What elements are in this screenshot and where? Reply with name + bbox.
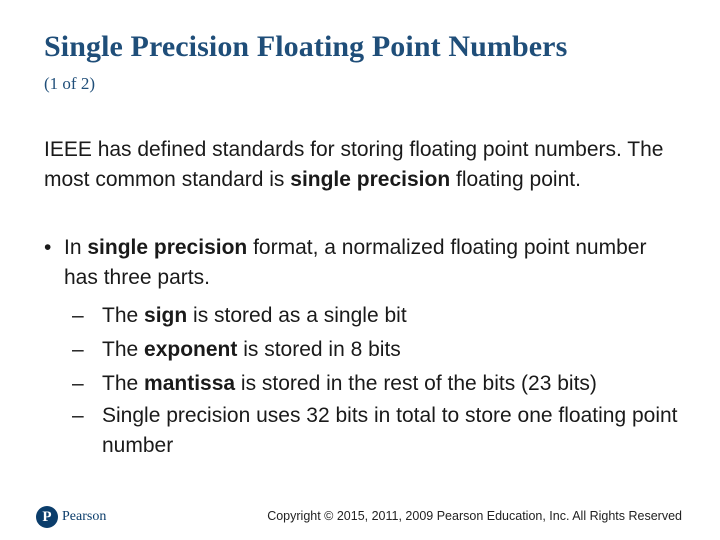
sub-text-pre: The [102,338,145,361]
dash-marker: – [72,404,84,427]
intro-paragraph [44,135,684,195]
sub-bullet-item [72,401,692,461]
dash-marker: – [72,338,84,361]
sub-text-bold: exponent [144,338,238,361]
pearson-logo-icon: P [36,506,58,528]
sub-bullet-item [72,299,692,333]
slide-title: Single Precision Floating Point Numbers [44,30,568,63]
sub-bullet-list [72,299,692,461]
slide-subtitle: (1 of 2) [44,74,95,93]
intro-text-bold: single precision [290,168,451,191]
bullet-text-post: format, a normalized floating point number has three parts. [64,236,647,289]
sub-bullet-item [72,367,692,401]
sub-text-bold: sign [144,304,188,327]
sub-bullet-item [72,333,692,367]
copyright-notice: Copyright © 2015, 2011, 2009 Pearson Education, Inc. All Rights Reserved [267,509,682,523]
bullet-text [64,233,684,293]
main-bullet [44,233,684,293]
sub-text-pre: The [102,372,145,395]
sub-text-post: is stored in 8 bits [237,338,401,361]
sub-text-post: is stored as a single bit [187,304,407,327]
pearson-logo-text: Pearson [62,509,107,524]
pearson-logo [36,504,106,530]
bullet-text-pre: In [64,236,88,259]
sub-text-pre: The [102,304,145,327]
bullet-text-bold: single precision [87,236,248,259]
intro-text-pre: IEEE has defined standards for storing floating point numbers. The most common standard is [44,138,664,191]
intro-text-post: floating point. [450,168,581,191]
sub-text-post: is stored in the rest of the bits (23 bits) [235,372,597,395]
sub-text-post: Single precision uses 32 bits in total to store one floating point number [102,404,678,457]
dash-marker: – [72,304,84,327]
bullet-marker: • [44,236,52,259]
sub-text-bold: mantissa [144,372,236,395]
dash-marker: – [72,372,84,395]
